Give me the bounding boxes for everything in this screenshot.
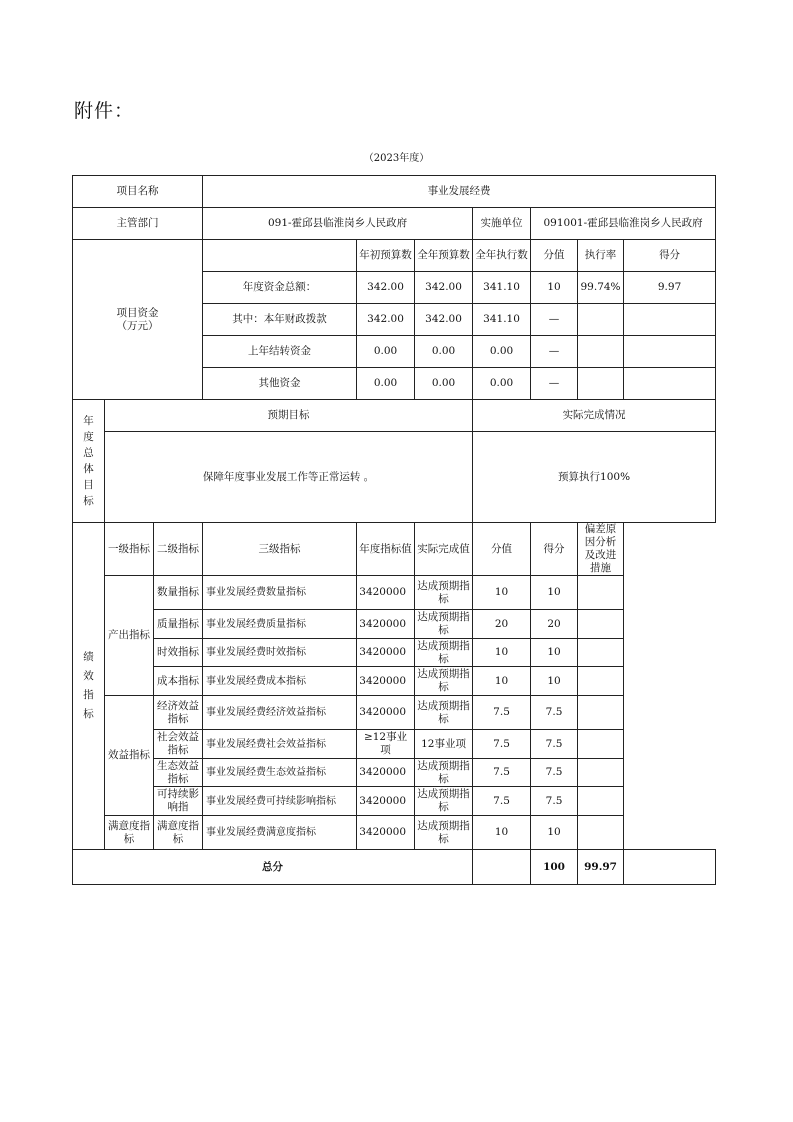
funds-header: 得分 (624, 240, 716, 272)
funds-cell (624, 336, 716, 368)
goals-label: 年度总体目标 (83, 415, 94, 507)
perf-header: 偏差原因分析及改进措施 (578, 523, 624, 576)
level2-cell: 时效指标 (154, 639, 203, 667)
funds-cell: 0.00 (415, 368, 473, 400)
dept-label: 主管部门 (73, 208, 203, 240)
funds-header: 全年执行数 (473, 240, 531, 272)
total-label: 总分 (73, 850, 473, 885)
total-score: 99.97 (578, 850, 624, 885)
perf-header: 二级指标 (154, 523, 203, 576)
level1-benefit: 效益指标 (105, 696, 154, 816)
perf-header: 三级指标 (203, 523, 357, 576)
target-cell: 3420000 (357, 816, 415, 850)
year-label: （2023年度） (363, 153, 430, 164)
level3-cell: 事业发展经费经济效益指标 (203, 696, 357, 730)
level2-cell: 生态效益指标 (154, 759, 203, 787)
funds-cell: 0.00 (357, 336, 415, 368)
score-cell: 7.5 (531, 787, 578, 816)
value-cell: 10 (473, 576, 531, 610)
level3-cell: 事业发展经费时效指标 (203, 639, 357, 667)
expected-goal-label: 预期目标 (105, 400, 473, 432)
level3-cell: 事业发展经费可持续影响指标 (203, 787, 357, 816)
level1-output: 产出指标 (105, 576, 154, 696)
funds-cell (578, 336, 624, 368)
perf-header: 实际完成值 (415, 523, 473, 576)
level2-cell: 质量指标 (154, 610, 203, 639)
funds-cell: 10 (531, 272, 578, 304)
score-cell: 10 (531, 576, 578, 610)
funds-row-label: 其中：本年财政拨款 (203, 304, 357, 336)
funds-header: 全年预算数 (415, 240, 473, 272)
level3-cell: 事业发展经费成本指标 (203, 667, 357, 696)
level2-cell: 可持续影响指 (154, 787, 203, 816)
level3-cell: 事业发展经费数量指标 (203, 576, 357, 610)
performance-table (72, 175, 716, 885)
target-cell: 3420000 (357, 787, 415, 816)
target-cell: 3420000 (357, 759, 415, 787)
funds-row-label: 上年结转资金 (203, 336, 357, 368)
funds-cell: — (531, 304, 578, 336)
impl-unit-value: 091001-霍邱县临淮岗乡人民政府 (531, 208, 716, 240)
level2-cell: 数量指标 (154, 576, 203, 610)
funds-cell: 341.10 (473, 304, 531, 336)
level3-cell: 事业发展经费满意度指标 (203, 816, 357, 850)
actual-cell: 达成预期指标 (415, 576, 473, 610)
funds-cell: 342.00 (415, 304, 473, 336)
goals-label-cell (73, 400, 105, 523)
impl-unit-label: 实施单位 (473, 208, 531, 240)
actual-completion-value: 预算执行100% (473, 432, 716, 523)
level3-cell: 事业发展经费社会效益指标 (203, 730, 357, 759)
funds-cell: 0.00 (473, 368, 531, 400)
score-cell: 7.5 (531, 696, 578, 730)
actual-cell: 达成预期指标 (415, 610, 473, 639)
level2-cell: 成本指标 (154, 667, 203, 696)
score-cell: 7.5 (531, 730, 578, 759)
target-cell: ≥12事业项 (357, 730, 415, 759)
actual-cell: 12事业项 (415, 730, 473, 759)
funds-cell: 0.00 (415, 336, 473, 368)
funds-cell: 0.00 (357, 368, 415, 400)
funds-cell (624, 304, 716, 336)
actual-cell: 达成预期指标 (415, 696, 473, 730)
score-cell: 20 (531, 610, 578, 639)
funds-row-label: 其他资金 (203, 368, 357, 400)
level3-cell: 事业发展经费生态效益指标 (203, 759, 357, 787)
perf-label-cell (73, 523, 105, 850)
funds-cell: 341.10 (473, 272, 531, 304)
perf-header: 得分 (531, 523, 578, 576)
score-cell: 10 (531, 639, 578, 667)
perf-header: 一级指标 (105, 523, 154, 576)
attachment-label: 附件： (74, 100, 135, 122)
project-name-label: 项目名称 (73, 176, 203, 208)
funds-cell (624, 368, 716, 400)
actual-cell: 达成预期指标 (415, 667, 473, 696)
target-cell: 3420000 (357, 639, 415, 667)
expected-goal-value: 保障年度事业发展工作等正常运转 。 (105, 432, 473, 523)
funds-cell (578, 368, 624, 400)
funds-cell: 342.00 (357, 304, 415, 336)
target-cell: 3420000 (357, 696, 415, 730)
actual-cell: 达成预期指标 (415, 787, 473, 816)
funds-cell: 0.00 (473, 336, 531, 368)
dept-value: 091-霍邱县临淮岗乡人民政府 (203, 208, 473, 240)
funds-header: 分值 (531, 240, 578, 272)
target-cell: 3420000 (357, 667, 415, 696)
funds-row-label: 年度资金总额： (203, 272, 357, 304)
funds-cell: — (531, 368, 578, 400)
funds-cell (578, 304, 624, 336)
level2-cell: 社会效益指标 (154, 730, 203, 759)
funds-header: 年初预算数 (357, 240, 415, 272)
score-cell: 10 (531, 816, 578, 850)
total-value: 100 (531, 850, 578, 885)
value-cell: 10 (473, 639, 531, 667)
level2-cell: 满意度指标 (154, 816, 203, 850)
funds-cell: 342.00 (415, 272, 473, 304)
value-cell: 7.5 (473, 730, 531, 759)
target-cell: 3420000 (357, 610, 415, 639)
level3-cell: 事业发展经费质量指标 (203, 610, 357, 639)
perf-label: 绩效指标 (83, 651, 94, 720)
funds-cell: 9.97 (624, 272, 716, 304)
perf-header: 分值 (473, 523, 531, 576)
score-cell: 10 (531, 667, 578, 696)
funds-label: 项目资金 （万元） (73, 240, 203, 400)
funds-cell: 342.00 (357, 272, 415, 304)
value-cell: 7.5 (473, 759, 531, 787)
project-name-value: 事业发展经费 (203, 176, 716, 208)
score-cell: 7.5 (531, 759, 578, 787)
funds-cell: 99.74% (578, 272, 624, 304)
value-cell: 7.5 (473, 787, 531, 816)
actual-cell: 达成预期指标 (415, 639, 473, 667)
target-cell: 3420000 (357, 576, 415, 610)
level1-satisfaction: 满意度指标 (105, 816, 154, 850)
value-cell: 20 (473, 610, 531, 639)
perf-header: 年度指标值 (357, 523, 415, 576)
value-cell: 7.5 (473, 696, 531, 730)
funds-cell: — (531, 336, 578, 368)
funds-header: 执行率 (578, 240, 624, 272)
value-cell: 10 (473, 816, 531, 850)
actual-cell: 达成预期指标 (415, 816, 473, 850)
level2-cell: 经济效益指标 (154, 696, 203, 730)
value-cell: 10 (473, 667, 531, 696)
actual-cell: 达成预期指标 (415, 759, 473, 787)
actual-completion-label: 实际完成情况 (473, 400, 716, 432)
